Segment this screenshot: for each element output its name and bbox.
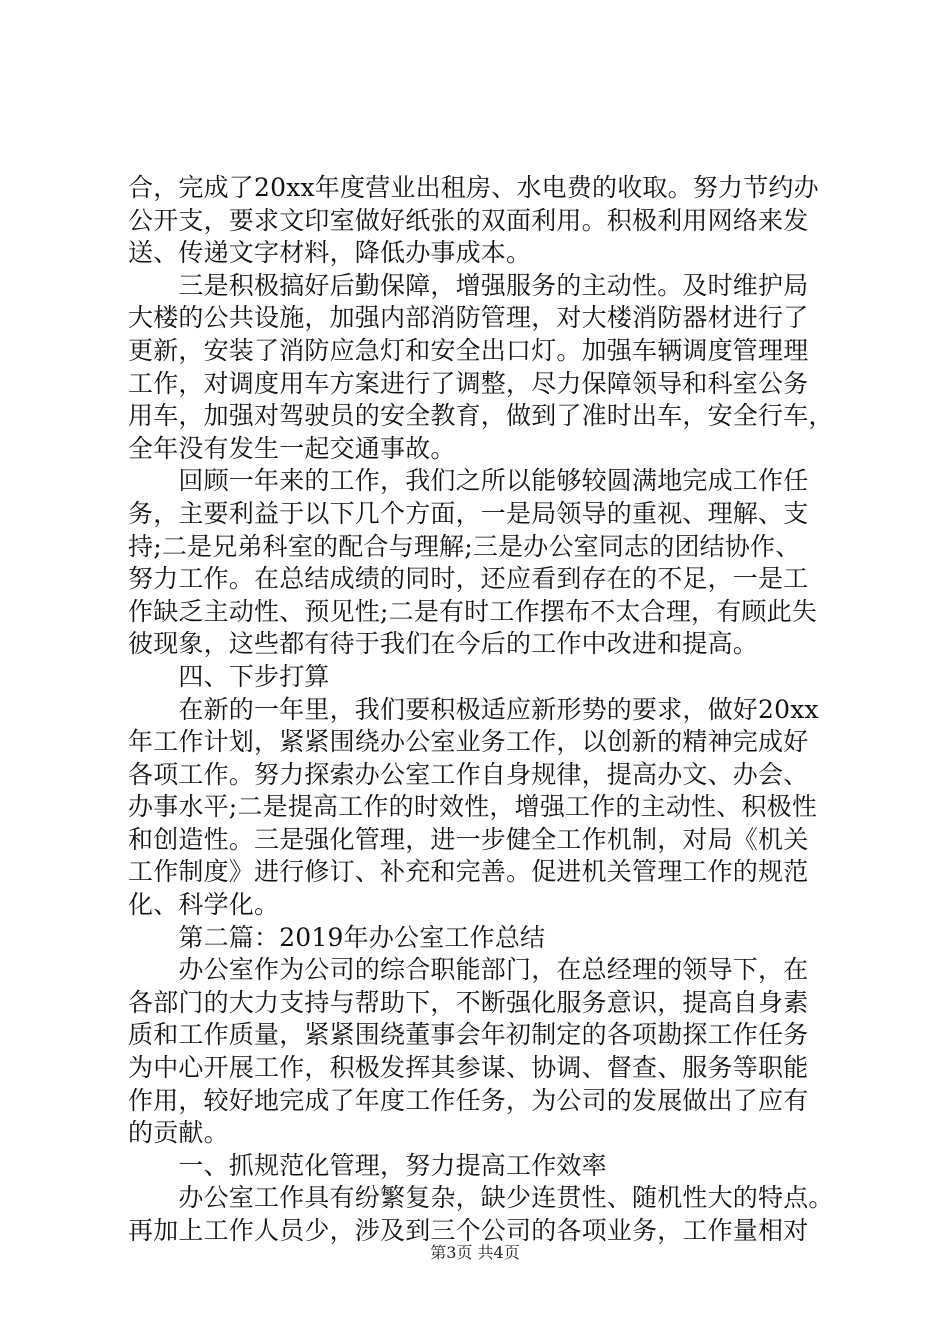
text-line: 务，主要利益于以下几个方面，一是局领导的重视、理解、支	[128, 498, 809, 528]
text-line: 大楼的公共设施，加强内部消防管理，对大楼消防器材进行了	[128, 303, 809, 333]
text-line: 合，完成了20xx年度营业出租房、水电费的收取。努力节约办	[128, 173, 819, 202]
text-line: 三是积极搞好后勤保障，增强服务的主动性。及时维护局	[128, 270, 809, 300]
text-line: 在新的一年里，我们要积极适应新形势的要求，做好20xx	[128, 694, 819, 724]
section-heading: 一、抓规范化管理，努力提高工作效率	[128, 1150, 607, 1180]
text-line: 送、传递文字材料，降低办事成本。	[128, 238, 532, 268]
text-line: 用车，加强对驾驶员的安全教育，做到了准时出车，安全行车，	[128, 401, 834, 431]
text-line: 化、科学化。	[128, 890, 280, 920]
page-footer: 第3页 共4页	[430, 1243, 520, 1262]
text-line: 作缺乏主动性、预见性;二是有时工作摆布不太合理，有顾此失	[128, 596, 818, 626]
text-line: 年工作计划，紧紧围绕办公室业务工作，以创新的精神完成好	[128, 727, 809, 757]
text-line: 作用，较好地完成了年度工作任务，为公司的发展做出了应有	[128, 1085, 809, 1115]
article-title: 第二篇：2019年办公室工作总结	[128, 922, 546, 952]
text-line: 办事水平;二是提高工作的时效性，增强工作的主动性、积极性	[128, 792, 818, 822]
text-line: 回顾一年来的工作，我们之所以能够较圆满地完成工作任	[128, 466, 809, 496]
text-line: 办公室作为公司的综合职能部门，在总经理的领导下，在	[128, 955, 809, 985]
text-line: 彼现象，这些都有待于我们在今后的工作中改进和提高。	[128, 629, 759, 659]
text-line: 工作制度》进行修订、补充和完善。促进机关管理工作的规范	[128, 857, 809, 887]
section-heading: 四、下步打算	[128, 661, 330, 691]
text-line: 和创造性。三是强化管理，进一步健全工作机制，对局《机关	[128, 824, 809, 854]
text-line: 持;二是兄弟科室的配合与理解;三是办公室同志的团结协作、	[128, 531, 801, 561]
text-line: 再加上工作人员少，涉及到三个公司的各项业务，工作量相对	[128, 1216, 809, 1245]
text-line: 工作，对调度用车方案进行了调整，尽力保障领导和科室公务	[128, 368, 809, 398]
text-line: 努力工作。在总结成绩的同时，还应看到存在的不足，一是工	[128, 564, 809, 594]
text-line: 全年没有发生一起交通事故。	[128, 433, 456, 463]
text-line: 为中心开展工作，积极发挥其参谋、协调、督查、服务等职能	[128, 1053, 809, 1083]
text-line: 公开支，要求文印室做好纸张的双面利用。积极利用网络来发	[128, 205, 809, 235]
text-line: 办公室工作具有纷繁复杂，缺少连贯性、随机性大的特点。	[128, 1183, 834, 1213]
text-line: 的贡献。	[128, 1118, 229, 1148]
text-line: 更新，安装了消防应急灯和安全出口灯。加强车辆调度管理理	[128, 335, 809, 365]
text-line: 各部门的大力支持与帮助下，不断强化服务意识，提高自身素	[128, 987, 809, 1017]
text-line: 质和工作质量，紧紧围绕董事会年初制定的各项勘探工作任务	[128, 1020, 809, 1050]
body-text	[128, 172, 838, 1248]
text-line: 各项工作。努力探索办公室工作自身规律，提高办文、办会、	[128, 759, 809, 789]
